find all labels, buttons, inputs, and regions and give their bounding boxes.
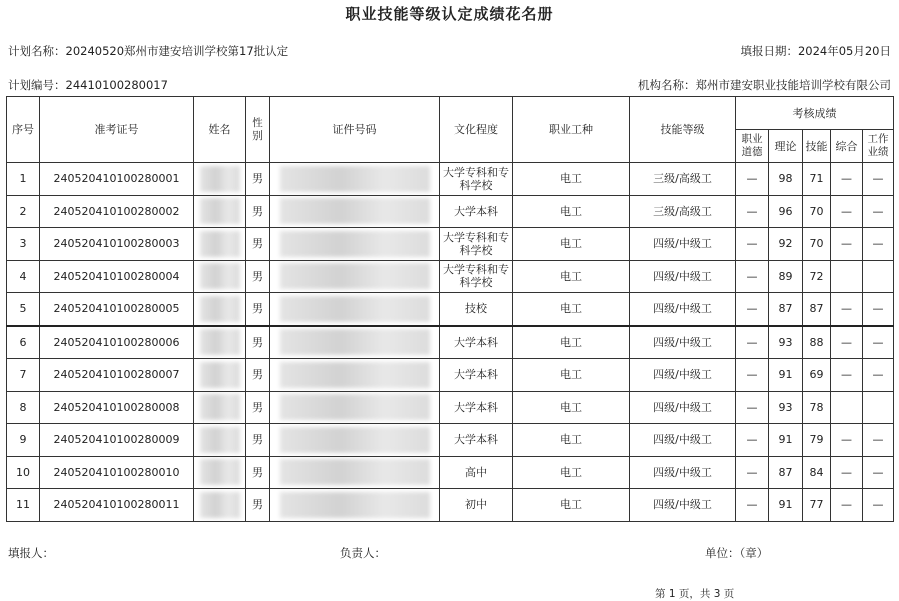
cell-overall: — [831, 293, 863, 326]
plan-name: 计划名称：20240520郑州市建安培训学校第17批认定 [8, 44, 289, 58]
cell-education: 技校 [440, 293, 513, 326]
cell-overall: — [831, 359, 863, 392]
cell-theory: 96 [769, 195, 803, 228]
cell-overall: — [831, 195, 863, 228]
cell-name [194, 424, 246, 457]
table-row [7, 228, 894, 261]
cell-level: 四级/中级工 [630, 326, 736, 359]
redacted-block [280, 492, 430, 518]
cell-job: 电工 [513, 391, 630, 424]
cell-ethics: — [736, 163, 769, 196]
header-overall: 综合 [831, 130, 863, 163]
cell-skill: 79 [803, 424, 831, 457]
cell-overall: — [831, 489, 863, 522]
cell-ethics: — [736, 391, 769, 424]
cell-gender: 男 [246, 424, 270, 457]
fill-date: 填报日期：2024年05月20日 [740, 44, 891, 58]
cell-id-no [270, 195, 440, 228]
redacted-block [200, 263, 240, 289]
cell-gender: 男 [246, 195, 270, 228]
header-theory: 理论 [769, 130, 803, 163]
cell-education: 大学本科 [440, 326, 513, 359]
cell-name [194, 163, 246, 196]
redacted-block [200, 329, 240, 355]
cell-name [194, 456, 246, 489]
header-skill: 技能 [803, 130, 831, 163]
cell-overall: — [831, 163, 863, 196]
score-roster-table [6, 96, 894, 522]
redacted-block [280, 329, 430, 355]
redacted-block [200, 427, 240, 453]
cell-ethics: — [736, 293, 769, 326]
cell-gender: 男 [246, 326, 270, 359]
redacted-block [280, 231, 430, 257]
table-row [7, 260, 894, 293]
cell-theory: 92 [769, 228, 803, 261]
responsible-label: 负责人： [340, 546, 386, 560]
cell-job: 电工 [513, 260, 630, 293]
table-row [7, 456, 894, 489]
redacted-block [200, 231, 240, 257]
cell-id-no [270, 489, 440, 522]
header-level: 技能等级 [630, 97, 736, 163]
cell-job: 电工 [513, 293, 630, 326]
cell-work: — [863, 195, 894, 228]
cell-exam-no: 240520410100280009 [40, 424, 194, 457]
cell-seq: 8 [7, 391, 40, 424]
cell-skill: 70 [803, 228, 831, 261]
cell-gender: 男 [246, 359, 270, 392]
cell-exam-no: 240520410100280008 [40, 391, 194, 424]
cell-seq: 1 [7, 163, 40, 196]
cell-skill: 69 [803, 359, 831, 392]
cell-exam-no: 240520410100280001 [40, 163, 194, 196]
cell-ethics: — [736, 424, 769, 457]
table-row [7, 489, 894, 522]
redacted-block [200, 296, 240, 322]
cell-ethics: — [736, 228, 769, 261]
cell-seq: 9 [7, 424, 40, 457]
cell-theory: 91 [769, 489, 803, 522]
cell-level: 四级/中级工 [630, 293, 736, 326]
cell-seq: 5 [7, 293, 40, 326]
redacted-block [280, 427, 430, 453]
cell-skill: 87 [803, 293, 831, 326]
header-work: 工作业绩 [863, 130, 894, 163]
plan-number: 计划编号：24410100280017 [8, 78, 168, 92]
redacted-block [200, 362, 240, 388]
cell-level: 四级/中级工 [630, 391, 736, 424]
cell-id-no [270, 326, 440, 359]
cell-work: — [863, 163, 894, 196]
cell-seq: 7 [7, 359, 40, 392]
cell-gender: 男 [246, 228, 270, 261]
table-row [7, 163, 894, 196]
redacted-block [200, 492, 240, 518]
cell-work: — [863, 424, 894, 457]
cell-gender: 男 [246, 260, 270, 293]
cell-work: — [863, 456, 894, 489]
cell-level: 四级/中级工 [630, 456, 736, 489]
cell-level: 三级/高级工 [630, 195, 736, 228]
cell-job: 电工 [513, 228, 630, 261]
cell-id-no [270, 391, 440, 424]
header-scores: 考核成绩 [736, 97, 894, 130]
cell-skill: 78 [803, 391, 831, 424]
cell-ethics: — [736, 260, 769, 293]
cell-job: 电工 [513, 456, 630, 489]
header-ethics: 职业道德 [736, 130, 769, 163]
cell-job: 电工 [513, 326, 630, 359]
cell-exam-no: 240520410100280010 [40, 456, 194, 489]
cell-exam-no: 240520410100280011 [40, 489, 194, 522]
table-row [7, 391, 894, 424]
cell-level: 四级/中级工 [630, 359, 736, 392]
cell-theory: 98 [769, 163, 803, 196]
header-job: 职业工种 [513, 97, 630, 163]
page-title: 职业技能等级认定成绩花名册 [345, 5, 554, 23]
cell-id-no [270, 260, 440, 293]
unit-seal-label: 单位：（章） [705, 546, 769, 560]
org-name: 机构名称：郑州市建安职业技能培训学校有限公司 [638, 78, 891, 92]
cell-id-no [270, 456, 440, 489]
redacted-block [280, 263, 430, 289]
redacted-block [280, 459, 430, 485]
cell-name [194, 260, 246, 293]
cell-name [194, 391, 246, 424]
cell-level: 四级/中级工 [630, 228, 736, 261]
cell-theory: 93 [769, 326, 803, 359]
cell-name [194, 359, 246, 392]
cell-job: 电工 [513, 195, 630, 228]
header-id-no: 证件号码 [270, 97, 440, 163]
cell-gender: 男 [246, 391, 270, 424]
header-education: 文化程度 [440, 97, 513, 163]
redacted-block [280, 362, 430, 388]
cell-education: 高中 [440, 456, 513, 489]
redacted-block [200, 166, 240, 192]
cell-seq: 6 [7, 326, 40, 359]
cell-seq: 2 [7, 195, 40, 228]
cell-education: 大学专科和专科学校 [440, 228, 513, 261]
cell-overall [831, 260, 863, 293]
cell-theory: 87 [769, 456, 803, 489]
cell-education: 大学专科和专科学校 [440, 163, 513, 196]
cell-skill: 71 [803, 163, 831, 196]
cell-education: 大学本科 [440, 424, 513, 457]
cell-education: 大学专科和专科学校 [440, 260, 513, 293]
cell-seq: 11 [7, 489, 40, 522]
cell-name [194, 228, 246, 261]
cell-job: 电工 [513, 359, 630, 392]
cell-ethics: — [736, 326, 769, 359]
cell-level: 四级/中级工 [630, 260, 736, 293]
cell-level: 四级/中级工 [630, 424, 736, 457]
cell-overall: — [831, 326, 863, 359]
page-indicator: 第 1 页，共 3 页 [655, 588, 735, 600]
redacted-block [280, 296, 430, 322]
header-seq: 序号 [7, 97, 40, 163]
cell-exam-no: 240520410100280004 [40, 260, 194, 293]
cell-ethics: — [736, 359, 769, 392]
cell-gender: 男 [246, 293, 270, 326]
cell-work: — [863, 293, 894, 326]
redacted-block [280, 166, 430, 192]
redacted-block [280, 394, 430, 420]
cell-exam-no: 240520410100280002 [40, 195, 194, 228]
cell-seq: 10 [7, 456, 40, 489]
cell-ethics: — [736, 456, 769, 489]
cell-name [194, 326, 246, 359]
cell-id-no [270, 424, 440, 457]
filler-label: 填报人： [8, 546, 54, 560]
cell-overall: — [831, 456, 863, 489]
cell-education: 大学本科 [440, 359, 513, 392]
cell-work: — [863, 228, 894, 261]
table-row [7, 424, 894, 457]
cell-skill: 72 [803, 260, 831, 293]
cell-name [194, 195, 246, 228]
cell-work: — [863, 489, 894, 522]
cell-work [863, 260, 894, 293]
cell-level: 四级/中级工 [630, 489, 736, 522]
cell-job: 电工 [513, 489, 630, 522]
cell-job: 电工 [513, 424, 630, 457]
cell-theory: 91 [769, 359, 803, 392]
cell-skill: 70 [803, 195, 831, 228]
table-row [7, 359, 894, 392]
cell-skill: 77 [803, 489, 831, 522]
cell-overall [831, 391, 863, 424]
cell-seq: 3 [7, 228, 40, 261]
header-gender: 性别 [246, 97, 270, 163]
cell-gender: 男 [246, 456, 270, 489]
cell-ethics: — [736, 489, 769, 522]
cell-id-no [270, 228, 440, 261]
cell-work: — [863, 359, 894, 392]
cell-level: 三级/高级工 [630, 163, 736, 196]
cell-ethics: — [736, 195, 769, 228]
cell-skill: 84 [803, 456, 831, 489]
cell-name [194, 489, 246, 522]
cell-name [194, 293, 246, 326]
table-row [7, 293, 894, 326]
cell-gender: 男 [246, 163, 270, 196]
cell-overall: — [831, 228, 863, 261]
header-exam-no: 准考证号 [40, 97, 194, 163]
cell-seq: 4 [7, 260, 40, 293]
cell-theory: 93 [769, 391, 803, 424]
cell-theory: 91 [769, 424, 803, 457]
cell-exam-no: 240520410100280003 [40, 228, 194, 261]
cell-skill: 88 [803, 326, 831, 359]
cell-exam-no: 240520410100280006 [40, 326, 194, 359]
cell-education: 初中 [440, 489, 513, 522]
table-row [7, 326, 894, 359]
redacted-block [200, 394, 240, 420]
redacted-block [200, 198, 240, 224]
cell-exam-no: 240520410100280007 [40, 359, 194, 392]
cell-job: 电工 [513, 163, 630, 196]
cell-work: — [863, 326, 894, 359]
cell-gender: 男 [246, 489, 270, 522]
cell-exam-no: 240520410100280005 [40, 293, 194, 326]
header-name: 姓名 [194, 97, 246, 163]
cell-id-no [270, 163, 440, 196]
cell-theory: 87 [769, 293, 803, 326]
cell-id-no [270, 359, 440, 392]
redacted-block [280, 198, 430, 224]
cell-education: 大学本科 [440, 195, 513, 228]
table-row [7, 195, 894, 228]
redacted-block [200, 459, 240, 485]
cell-theory: 89 [769, 260, 803, 293]
cell-overall: — [831, 424, 863, 457]
cell-education: 大学本科 [440, 391, 513, 424]
cell-id-no [270, 293, 440, 326]
cell-work [863, 391, 894, 424]
